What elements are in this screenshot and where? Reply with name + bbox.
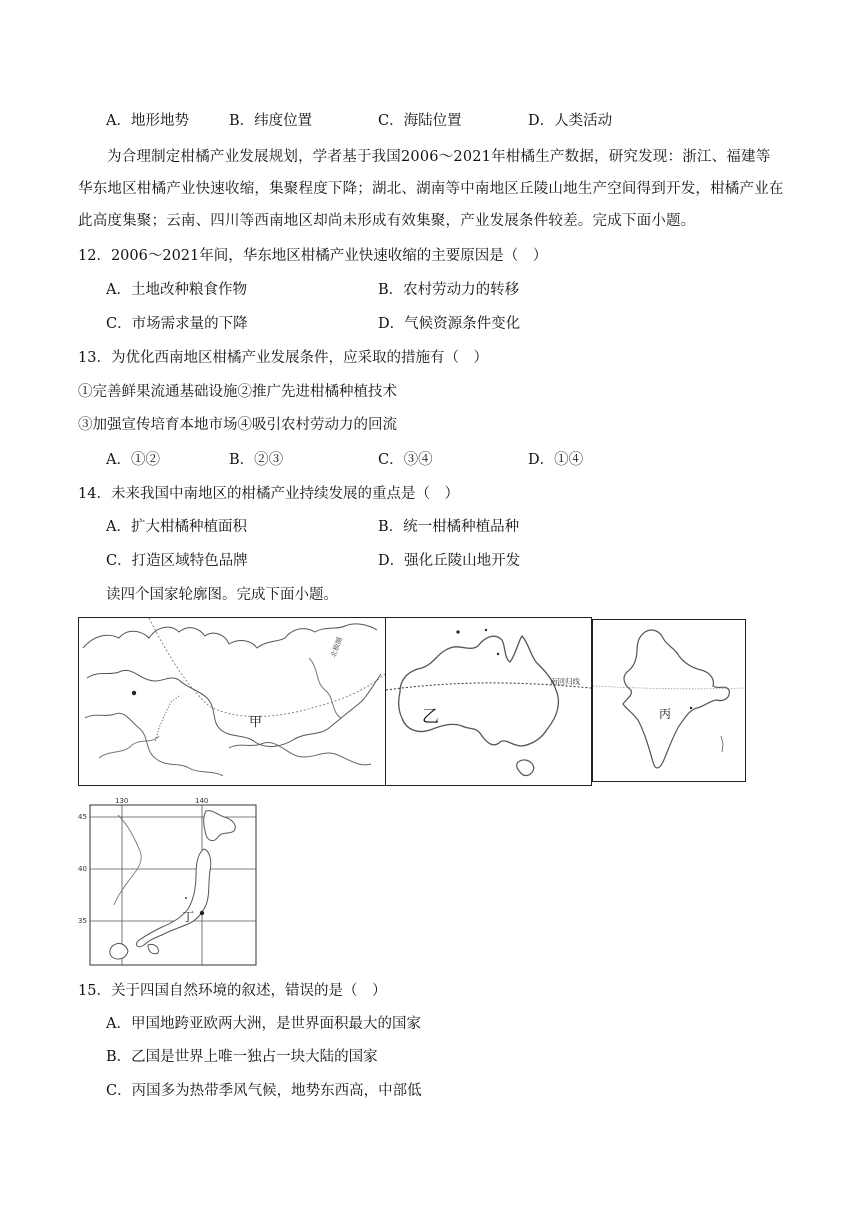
- q14-option-d: D．强化丘陵山地开发: [378, 553, 521, 569]
- q13-option-c: C．③④: [378, 452, 433, 468]
- arctic-circle-label: 北极圈: [329, 636, 345, 659]
- q14-stem: 14．未来我国中南地区的柑橘产业持续发展的重点是（ ）: [78, 486, 459, 502]
- map-bing-india: [592, 619, 746, 782]
- passage-citrus: 为合理制定柑橘产业发展规划，学者基于我国2006～2021年柑橘生产数据，研究发现：浙江、福建等华东地区柑橘产业快速收缩，集聚程度下降；湖北、湖南等中南地区丘陵山地生产空间得到开发，柑橘产业在此高度集聚；云南、四川等西南地区却尚未形成有效集聚，产业发展条件较差。完成下面小题。: [78, 149, 784, 229]
- q11-option-c: C．海陆位置: [378, 113, 462, 129]
- q13-item-line-2: ③加强宣传培育本地市场④吸引农村劳动力的回流: [78, 417, 397, 433]
- q12-stem: 12．2006～2021年间，华东地区柑橘产业快速收缩的主要原因是（ ）: [78, 248, 548, 264]
- lat-40-label: 40: [78, 865, 87, 873]
- q13-option-d: D．①④: [528, 452, 584, 468]
- japan-outline-icon: [78, 795, 258, 970]
- passage-maps-intro: 读四个国家轮廓图。完成下面小题。: [106, 587, 338, 603]
- tropic-of-capricorn-label: 南回归线: [550, 677, 580, 686]
- label-yi: 乙: [422, 707, 439, 727]
- q12-option-a: A．土地改种粮食作物: [106, 282, 247, 298]
- q14-option-a: A．扩大柑橘种植面积: [106, 519, 247, 535]
- q11-option-b: B．纬度位置: [229, 113, 313, 129]
- lon-140-label: 140: [195, 797, 209, 805]
- australia-outline-icon: [386, 618, 591, 785]
- q14-option-c: C．打造区域特色品牌: [106, 553, 248, 569]
- q12-option-d: D．气候资源条件变化: [378, 316, 521, 332]
- map-jia-russia: [78, 617, 386, 786]
- q13-item-line-1: ①完善鲜果流通基础设施②推广先进柑橘种植技术: [78, 384, 397, 400]
- q13-stem: 13．为优化西南地区柑橘产业发展条件，应采取的措施有（ ）: [78, 350, 488, 366]
- russia-outline-icon: [79, 618, 385, 785]
- q12-option-b: B．农村劳动力的转移: [378, 282, 520, 298]
- lat-35-label: 35: [78, 917, 87, 925]
- q12-option-c: C．市场需求量的下降: [106, 316, 248, 332]
- lon-130-label: 130: [115, 797, 129, 805]
- map-ding-japan: [78, 795, 258, 970]
- q13-option-b: B．②③: [229, 452, 284, 468]
- label-jia: 甲: [249, 715, 263, 730]
- q11-option-a: A．地形地势: [106, 113, 189, 129]
- map-yi-australia: [385, 617, 592, 786]
- label-ding: 丁: [182, 910, 195, 924]
- india-outline-icon: [593, 620, 745, 781]
- q13-option-a: A．①②: [106, 452, 160, 468]
- q15-option-a: A．甲国地跨亚欧两大洲，是世界面积最大的国家: [106, 1016, 421, 1032]
- q15-option-c: C．丙国多为热带季风气候，地势东西高，中部低: [106, 1083, 422, 1099]
- label-bing: 丙: [659, 707, 672, 721]
- q15-stem: 15．关于四国自然环境的叙述，错误的是（ ）: [78, 983, 387, 999]
- lat-45-label: 45: [78, 813, 87, 821]
- q15-option-b: B．乙国是世界上唯一独占一块大陆的国家: [106, 1049, 378, 1065]
- q14-option-b: B．统一柑橘种植品种: [378, 519, 520, 535]
- q11-option-d: D．人类活动: [528, 113, 613, 129]
